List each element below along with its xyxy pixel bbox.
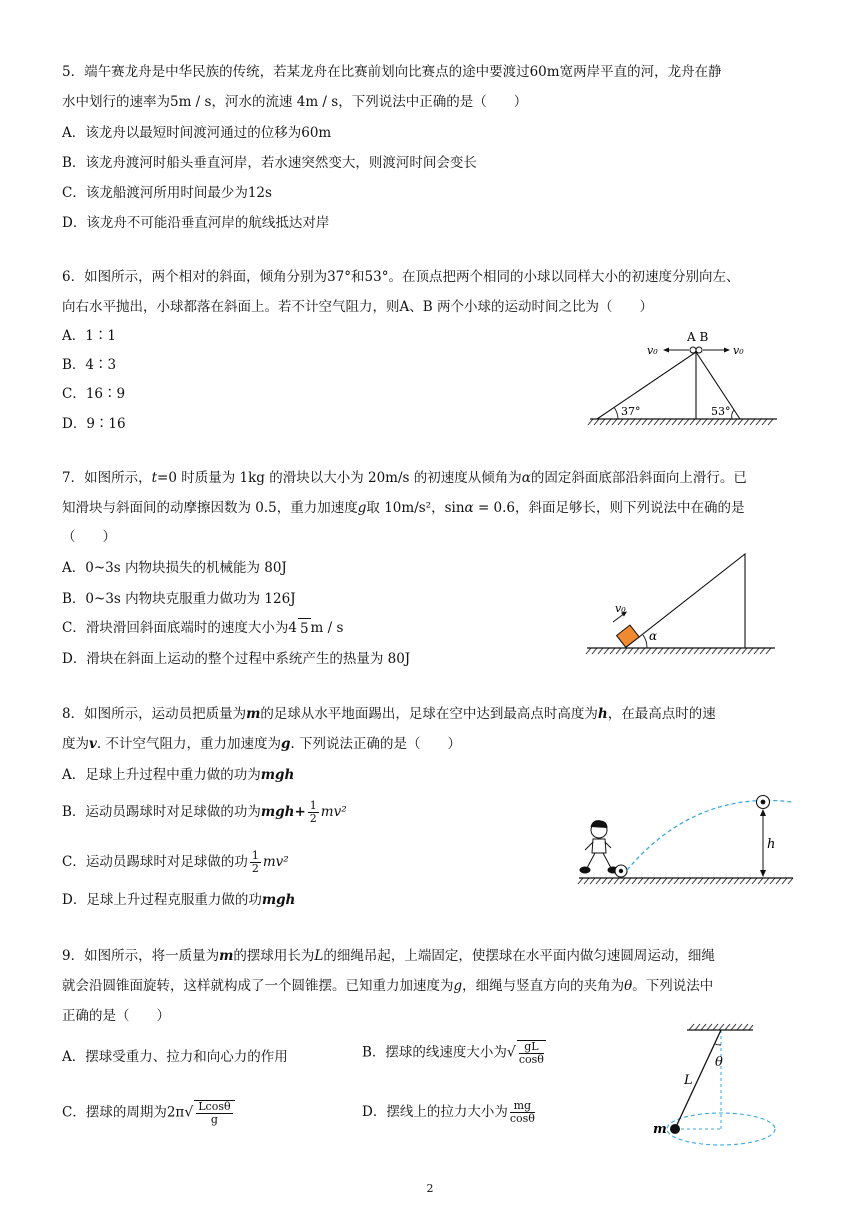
q5-stem-line1: 5．端午赛龙舟是中华民族的传统，若某龙舟在比赛前划向比赛点的途中要渡过60m宽两岸平直的河，龙舟在静 (62, 64, 722, 80)
q6-stem-line1: 6．如图所示，两个相对的斜面，倾角分别为37°和53°。在顶点把两个相同的小球以同样大小的初速度分别向左、 (62, 269, 740, 285)
q6-option-c: C．16∶9 (62, 386, 126, 402)
q6-inclines-figure (585, 328, 785, 430)
q6-option-d: D．9∶16 (62, 416, 126, 432)
q6-angle-left: 37° (621, 405, 641, 418)
q9-label-m: m (653, 1122, 667, 1137)
q6-option-a: A．1∶1 (62, 328, 116, 344)
q8-option-b: B．运动员踢球时对足球做的功为mgh+ $\frac{1}{2}$ mv² (62, 799, 347, 825)
q6-stem-line2: 向右水平抛出，小球都落在斜面上。若不计空气阻力，则A、B 两个小球的运动时间之比为（ ） (62, 299, 653, 315)
q9-option-a: A．摆球受重力、拉力和向心力的作用 (62, 1049, 288, 1065)
q9-stem-line1: 9．如图所示，将一质量为m的摆球用长为L的细绳吊起，上端固定，使摆球在水平面内做匀速圆周运动，细绳 (62, 948, 715, 964)
q7-stem-line2: 知滑块与斜面间的动摩擦因数为 0.5，重力加速度g取 10m/s²，sinα = 0.6，斜面足够长，则下列说法中在确的是 (62, 500, 745, 516)
q5-option-d: D．该龙舟不可能沿垂直河岸的航线抵达对岸 (62, 215, 330, 231)
q5-option-b: B．该龙舟渡河时船头垂直河岸，若水速突然变大，则渡河时间会变长 (62, 155, 477, 171)
q7-option-b: B．0~3s 内物块克服重力做功为 126J (62, 591, 296, 607)
q9-option-c: C．摆球的周期为2π√ $\frac{Lcos\theta}{g}$ (62, 1100, 237, 1126)
q8-football-figure (575, 790, 800, 890)
q7-option-c: C．滑块滑回斜面底端时的速度大小为4 5 m / s (62, 620, 344, 637)
q9-conical-pendulum-figure (645, 1020, 785, 1155)
q9-stem-line3: 正确的是（ ） (62, 1008, 170, 1024)
pendulum-ball-icon (670, 1124, 680, 1134)
q7-option-d: D．滑块在斜面上运动的整个过程中系统产生的热量为 80J (62, 651, 411, 667)
q7-label-v0: v₀ (615, 602, 626, 615)
q5-stem-line2: 水中划行的速率为5m / s，河水的流速 4m / s，下列说法中正确的是（ ） (62, 94, 528, 110)
q8-stem-line2: 度为v. 不计空气阻力，重力加速度为g. 下列说法正确的是（ ） (62, 736, 461, 752)
q7-stem-line1: 7．如图所示，t=0 时质量为 1kg 的滑块以大小为 20m/s 的初速度从倾角为α的固定斜面底部沿斜面向上滑行。已 (62, 470, 747, 486)
q9-option-d: D．摆线上的拉力大小为 $\frac{mg}{\cos\theta}$ (362, 1099, 535, 1125)
q6-option-b: B．4∶3 (62, 357, 117, 373)
q5-option-c: C．该龙船渡河所用时间最少为12s (62, 185, 272, 201)
q6-label-v0-left: v₀ (647, 344, 658, 357)
q8-option-a: A．足球上升过程中重力做的功为mgh (62, 767, 295, 783)
q6-angle-right: 53° (711, 405, 731, 418)
q7-stem-line3: （ ） (62, 529, 116, 545)
football-player-icon (580, 821, 618, 873)
q6-label-v0-right: v₀ (733, 344, 744, 357)
q8-option-c: C．运动员踢球时对足球做的功 $\frac{1}{2}$ mv² (62, 849, 289, 875)
q9-stem-line2: 就会沿圆锥面旋转，这样就构成了一个圆锥摆。已知重力加速度为g，细绳与竖直方向的夹角为θ。下列说法中 (62, 978, 714, 994)
q9-label-L: L (684, 1073, 693, 1088)
q5-option-a: A．该龙舟以最短时间渡河通过的位移为60m (62, 125, 332, 141)
q7-option-a: A．0~3s 内物块损失的机械能为 80J (62, 560, 287, 576)
q8-option-d: D．足球上升过程克服重力做的功mgh (62, 892, 296, 908)
page-number: 2 (426, 1182, 434, 1195)
q8-stem-line1: 8．如图所示，运动员把质量为m的足球从水平地面踢出，足球在空中达到最高点时高度为h，在最高点时的速 (62, 706, 716, 722)
q9-option-b: B．摆球的线速度大小为√ $\frac{gL}{\cos\theta}$ (362, 1040, 544, 1066)
q9-label-theta: θ (715, 1055, 723, 1070)
q7-label-alpha: α (649, 629, 658, 643)
q8-label-h: h (767, 837, 776, 852)
q6-label-ab: A B (687, 330, 709, 344)
q7-incline-figure (585, 550, 780, 660)
